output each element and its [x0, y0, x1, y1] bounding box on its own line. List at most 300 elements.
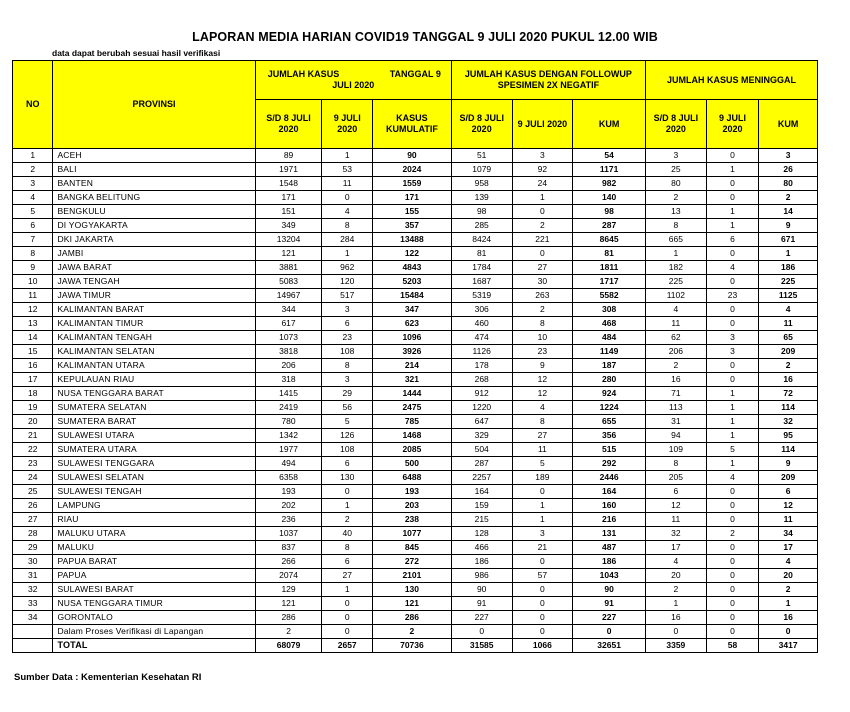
cell-kumulatif: 121	[372, 597, 451, 611]
cell-sd-followup: 128	[451, 527, 512, 541]
cell-kum-meninggal: 1	[759, 247, 818, 261]
cell-no: 33	[13, 597, 53, 611]
cell-day-followup: 30	[512, 275, 573, 289]
cell-sd-meninggal: 4	[646, 555, 707, 569]
cell-kum-meninggal: 9	[759, 219, 818, 233]
cell-sd-meninggal: 2	[646, 583, 707, 597]
cell-kum-meninggal: 114	[759, 401, 818, 415]
cell-day-followup: 189	[512, 471, 573, 485]
cell-day-kasus: 126	[322, 429, 373, 443]
table-row	[13, 569, 818, 583]
cell-kum-meninggal: 114	[759, 443, 818, 457]
cell-day-followup: 57	[512, 569, 573, 583]
table-row	[13, 345, 818, 359]
table-row	[13, 317, 818, 331]
cell-sd-meninggal: 206	[646, 345, 707, 359]
cell-kum-followup: 1043	[573, 569, 646, 583]
cell-sd-meninggal: 182	[646, 261, 707, 275]
cell-sd-followup: 51	[451, 149, 512, 163]
cell-no: 16	[13, 359, 53, 373]
cell-provinsi: SULAWESI TENGGARA	[53, 457, 255, 471]
table-row	[13, 415, 818, 429]
cell-kum-meninggal: 32	[759, 415, 818, 429]
table-row	[13, 485, 818, 499]
cell-sd-kasus: 3818	[255, 345, 322, 359]
cell-kum-followup: 1224	[573, 401, 646, 415]
cell-sd-followup: 178	[451, 359, 512, 373]
cell-kumulatif: 238	[372, 513, 451, 527]
cell-provinsi: GORONTALO	[53, 611, 255, 625]
cell-no: 14	[13, 331, 53, 345]
cell-sd-meninggal: 2	[646, 359, 707, 373]
header-no: NO	[13, 61, 53, 149]
cell-kum-meninggal: 186	[759, 261, 818, 275]
cell-kum-followup: 287	[573, 219, 646, 233]
cell-day-followup: 21	[512, 541, 573, 555]
cell-kum-meninggal: 0	[759, 625, 818, 639]
cell-no: 20	[13, 415, 53, 429]
cell-kum-followup: 187	[573, 359, 646, 373]
cell-kumulatif: 2	[372, 625, 451, 639]
cell-sd-followup: 287	[451, 457, 512, 471]
cell-day-kasus: 962	[322, 261, 373, 275]
cell-sd-meninggal: 6	[646, 485, 707, 499]
cell-provinsi: JAWA TIMUR	[53, 289, 255, 303]
cell-sd-followup: 460	[451, 317, 512, 331]
cell-provinsi: BANTEN	[53, 177, 255, 191]
cell-kum-followup: 54	[573, 149, 646, 163]
cell-day-meninggal: 1	[706, 429, 759, 443]
cell-day-kasus: 1	[322, 247, 373, 261]
cell-day-meninggal: 0	[706, 317, 759, 331]
cell-kum-meninggal: 11	[759, 317, 818, 331]
cell-sd-kasus: 202	[255, 499, 322, 513]
table-row	[13, 471, 818, 485]
cell-day-meninggal: 0	[706, 625, 759, 639]
cell-provinsi: SULAWESI TENGAH	[53, 485, 255, 499]
cell-no: 25	[13, 485, 53, 499]
header-kum-followup: KUM	[573, 100, 646, 149]
cell-kum-followup: 280	[573, 373, 646, 387]
cell-day-meninggal: 0	[706, 149, 759, 163]
cell-sd-meninggal: 3359	[646, 639, 707, 653]
cell-day-kasus: 1	[322, 149, 373, 163]
cell-no: 7	[13, 233, 53, 247]
cell-no: 21	[13, 429, 53, 443]
cell-kum-followup: 160	[573, 499, 646, 513]
cell-provinsi: JAWA TENGAH	[53, 275, 255, 289]
cell-day-followup: 263	[512, 289, 573, 303]
cell-kum-meninggal: 34	[759, 527, 818, 541]
header-followup-negatif: JUMLAH KASUS DENGAN FOLLOWUP SPESIMEN 2X NEGATIF	[451, 61, 645, 100]
cell-kumulatif: 500	[372, 457, 451, 471]
cell-day-kasus: 120	[322, 275, 373, 289]
cell-no: 4	[13, 191, 53, 205]
cell-day-kasus: 29	[322, 387, 373, 401]
cell-sd-meninggal: 8	[646, 219, 707, 233]
table-row	[13, 205, 818, 219]
header-provinsi: PROVINSI	[53, 61, 255, 149]
cell-sd-kasus: 1342	[255, 429, 322, 443]
cell-no: 23	[13, 457, 53, 471]
table-row	[13, 387, 818, 401]
cell-provinsi: SULAWESI SELATAN	[53, 471, 255, 485]
cell-sd-meninggal: 94	[646, 429, 707, 443]
cell-day-kasus: 0	[322, 597, 373, 611]
table-row	[13, 303, 818, 317]
cell-kum-meninggal: 4	[759, 303, 818, 317]
cell-day-meninggal: 1	[706, 415, 759, 429]
cell-no: 6	[13, 219, 53, 233]
table-row	[13, 289, 818, 303]
cell-day-followup: 12	[512, 387, 573, 401]
cell-day-meninggal: 58	[706, 639, 759, 653]
table-row	[13, 513, 818, 527]
table-row	[13, 177, 818, 191]
cell-day-followup: 27	[512, 429, 573, 443]
cell-day-meninggal: 4	[706, 471, 759, 485]
cell-day-kasus: 0	[322, 485, 373, 499]
cell-kumulatif: 1559	[372, 177, 451, 191]
cell-provinsi: SUMATERA SELATAN	[53, 401, 255, 415]
cell-kum-followup: 655	[573, 415, 646, 429]
cell-sd-meninggal: 31	[646, 415, 707, 429]
table-row	[13, 611, 818, 625]
cell-kumulatif: 70736	[372, 639, 451, 653]
cell-day-kasus: 8	[322, 359, 373, 373]
cell-no: 15	[13, 345, 53, 359]
cell-sd-kasus: 89	[255, 149, 322, 163]
cell-day-followup: 1	[512, 191, 573, 205]
table-row	[13, 429, 818, 443]
cell-day-kasus: 53	[322, 163, 373, 177]
header-kum-meninggal: KUM	[759, 100, 818, 149]
cell-provinsi: KALIMANTAN TIMUR	[53, 317, 255, 331]
cell-sd-followup: 466	[451, 541, 512, 555]
cell-sd-followup: 958	[451, 177, 512, 191]
cell-day-followup: 0	[512, 625, 573, 639]
cell-provinsi: PAPUA BARAT	[53, 555, 255, 569]
cell-kum-followup: 5582	[573, 289, 646, 303]
cell-sd-followup: 1220	[451, 401, 512, 415]
cell-no: 27	[13, 513, 53, 527]
cell-kum-followup: 186	[573, 555, 646, 569]
cell-sd-followup: 139	[451, 191, 512, 205]
cell-sd-meninggal: 4	[646, 303, 707, 317]
cell-day-followup: 2	[512, 219, 573, 233]
cell-kum-meninggal: 11	[759, 513, 818, 527]
cell-provinsi: BANGKA BELITUNG	[53, 191, 255, 205]
cell-day-kasus: 4	[322, 205, 373, 219]
cell-no: 32	[13, 583, 53, 597]
cell-day-kasus: 130	[322, 471, 373, 485]
header-sd-kasus: S/D 8 JULI 2020	[255, 100, 322, 149]
total-row	[13, 639, 818, 653]
cell-sd-followup: 31585	[451, 639, 512, 653]
cell-kum-followup: 90	[573, 583, 646, 597]
cell-day-followup: 0	[512, 205, 573, 219]
cell-no: 28	[13, 527, 53, 541]
cell-day-meninggal: 0	[706, 247, 759, 261]
cell-sd-followup: 268	[451, 373, 512, 387]
cell-kum-followup: 515	[573, 443, 646, 457]
table-row	[13, 191, 818, 205]
cell-day-kasus: 2	[322, 513, 373, 527]
cell-no: 11	[13, 289, 53, 303]
cell-day-kasus: 1	[322, 583, 373, 597]
cell-sd-followup: 5319	[451, 289, 512, 303]
table-row	[13, 555, 818, 569]
cell-kum-followup: 484	[573, 331, 646, 345]
cell-day-meninggal: 0	[706, 359, 759, 373]
cell-provinsi: KALIMANTAN BARAT	[53, 303, 255, 317]
cell-kum-followup: 8645	[573, 233, 646, 247]
table-row	[13, 499, 818, 513]
cell-kum-followup: 487	[573, 541, 646, 555]
cell-kum-meninggal: 12	[759, 499, 818, 513]
cell-kumulatif: 193	[372, 485, 451, 499]
cell-day-followup: 0	[512, 583, 573, 597]
cell-kum-meninggal: 16	[759, 611, 818, 625]
cell-no: 22	[13, 443, 53, 457]
cell-sd-followup: 159	[451, 499, 512, 513]
cell-sd-followup: 8424	[451, 233, 512, 247]
cell-day-kasus: 5	[322, 415, 373, 429]
cell-kumulatif: 171	[372, 191, 451, 205]
cell-kum-meninggal: 3417	[759, 639, 818, 653]
cell-kumulatif: 4843	[372, 261, 451, 275]
cell-kumulatif: 347	[372, 303, 451, 317]
cell-sd-meninggal: 13	[646, 205, 707, 219]
cell-sd-meninggal: 109	[646, 443, 707, 457]
cell-sd-followup: 98	[451, 205, 512, 219]
cell-kum-meninggal: 225	[759, 275, 818, 289]
cell-sd-meninggal: 17	[646, 541, 707, 555]
table-row	[13, 261, 818, 275]
header-sd-followup: S/D 8 JULI 2020	[451, 100, 512, 149]
cell-kum-meninggal: 2	[759, 191, 818, 205]
cell-day-meninggal: 5	[706, 443, 759, 457]
cell-kum-followup: 982	[573, 177, 646, 191]
cell-sd-kasus: 13204	[255, 233, 322, 247]
cell-day-meninggal: 0	[706, 555, 759, 569]
cell-day-meninggal: 3	[706, 331, 759, 345]
cell-kumulatif: 357	[372, 219, 451, 233]
cell-day-kasus: 3	[322, 373, 373, 387]
cell-day-followup: 0	[512, 247, 573, 261]
cell-kumulatif: 1077	[372, 527, 451, 541]
cell-kumulatif: 130	[372, 583, 451, 597]
cell-sd-meninggal: 8	[646, 457, 707, 471]
cell-kumulatif: 155	[372, 205, 451, 219]
cell-sd-followup: 215	[451, 513, 512, 527]
cell-sd-kasus: 121	[255, 247, 322, 261]
cell-day-followup: 2	[512, 303, 573, 317]
cell-day-meninggal: 0	[706, 597, 759, 611]
cell-day-followup: 3	[512, 149, 573, 163]
cell-sd-meninggal: 32	[646, 527, 707, 541]
cell-provinsi: NUSA TENGGARA BARAT	[53, 387, 255, 401]
cell-kum-followup: 1149	[573, 345, 646, 359]
cell-day-meninggal: 0	[706, 583, 759, 597]
cell-sd-followup: 986	[451, 569, 512, 583]
cell-sd-kasus: 1548	[255, 177, 322, 191]
cell-day-followup: 0	[512, 485, 573, 499]
cell-sd-kasus: 318	[255, 373, 322, 387]
cell-day-meninggal: 1	[706, 457, 759, 471]
cell-kum-meninggal: 6	[759, 485, 818, 499]
cell-day-kasus: 27	[322, 569, 373, 583]
cell-sd-followup: 2257	[451, 471, 512, 485]
cell-day-meninggal: 0	[706, 177, 759, 191]
cell-sd-meninggal: 1102	[646, 289, 707, 303]
cell-kum-followup: 0	[573, 625, 646, 639]
header-day-followup: 9 JULI 2020	[512, 100, 573, 149]
cell-provinsi: KALIMANTAN TENGAH	[53, 331, 255, 345]
cell-kumulatif: 2085	[372, 443, 451, 457]
cell-provinsi: PAPUA	[53, 569, 255, 583]
cell-day-followup: 5	[512, 457, 573, 471]
cell-provinsi: SUMATERA UTARA	[53, 443, 255, 457]
cell-sd-kasus: 344	[255, 303, 322, 317]
cell-sd-kasus: 1415	[255, 387, 322, 401]
cell-day-kasus: 3	[322, 303, 373, 317]
cell-provinsi: KALIMANTAN SELATAN	[53, 345, 255, 359]
cell-day-followup: 0	[512, 611, 573, 625]
cell-sd-followup: 285	[451, 219, 512, 233]
cell-no: 13	[13, 317, 53, 331]
source-note: Sumber Data : Kementerian Kesehatan RI	[14, 672, 202, 683]
cell-no: 30	[13, 555, 53, 569]
cell-kumulatif: 2101	[372, 569, 451, 583]
cell-day-meninggal: 23	[706, 289, 759, 303]
cell-no: 34	[13, 611, 53, 625]
cell-no: 29	[13, 541, 53, 555]
cell-day-meninggal: 4	[706, 261, 759, 275]
cell-sd-followup: 474	[451, 331, 512, 345]
cell-day-followup: 10	[512, 331, 573, 345]
cell-day-kasus: 6	[322, 555, 373, 569]
cell-provinsi: TOTAL	[53, 639, 255, 653]
cell-sd-kasus: 494	[255, 457, 322, 471]
cell-day-meninggal: 1	[706, 163, 759, 177]
cell-no	[13, 625, 53, 639]
cell-kumulatif: 286	[372, 611, 451, 625]
cell-provinsi: NUSA TENGGARA TIMUR	[53, 597, 255, 611]
cell-kumulatif: 122	[372, 247, 451, 261]
cell-provinsi: RIAU	[53, 513, 255, 527]
cell-no: 18	[13, 387, 53, 401]
table-body	[13, 149, 818, 653]
table-row	[13, 401, 818, 415]
header-day-kasus: 9 JULI 2020	[322, 100, 373, 149]
cell-kum-followup: 308	[573, 303, 646, 317]
cell-sd-kasus: 14967	[255, 289, 322, 303]
cell-day-meninggal: 1	[706, 401, 759, 415]
cell-sd-followup: 0	[451, 625, 512, 639]
cell-sd-kasus: 3881	[255, 261, 322, 275]
cell-sd-kasus: 1977	[255, 443, 322, 457]
cell-kum-meninggal: 209	[759, 471, 818, 485]
cell-provinsi: DKI JAKARTA	[53, 233, 255, 247]
cell-day-followup: 0	[512, 555, 573, 569]
cell-no: 10	[13, 275, 53, 289]
cell-day-kasus: 2657	[322, 639, 373, 653]
cell-sd-kasus: 171	[255, 191, 322, 205]
cell-kum-meninggal: 1	[759, 597, 818, 611]
verification-note: data dapat berubah sesuai hasil verifikasi	[52, 48, 221, 58]
cell-provinsi: BALI	[53, 163, 255, 177]
cell-sd-kasus: 266	[255, 555, 322, 569]
cell-provinsi: SUMATERA BARAT	[53, 415, 255, 429]
page-title: LAPORAN MEDIA HARIAN COVID19 TANGGAL 9 JULI 2020 PUKUL 12.00 WIB	[192, 30, 658, 44]
cell-kum-followup: 468	[573, 317, 646, 331]
cell-sd-meninggal: 16	[646, 611, 707, 625]
cell-sd-kasus: 151	[255, 205, 322, 219]
cell-kum-followup: 81	[573, 247, 646, 261]
cell-day-kasus: 284	[322, 233, 373, 247]
cell-day-meninggal: 0	[706, 611, 759, 625]
cell-kum-followup: 32651	[573, 639, 646, 653]
cell-sd-followup: 1687	[451, 275, 512, 289]
cell-kum-followup: 2446	[573, 471, 646, 485]
cell-sd-kasus: 349	[255, 219, 322, 233]
cell-sd-meninggal: 16	[646, 373, 707, 387]
cell-sd-followup: 91	[451, 597, 512, 611]
cell-sd-kasus: 193	[255, 485, 322, 499]
cell-kum-followup: 91	[573, 597, 646, 611]
cell-kumulatif: 2475	[372, 401, 451, 415]
cell-day-meninggal: 0	[706, 569, 759, 583]
cell-day-followup: 11	[512, 443, 573, 457]
cell-sd-meninggal: 25	[646, 163, 707, 177]
cell-day-followup: 1066	[512, 639, 573, 653]
cell-sd-kasus: 837	[255, 541, 322, 555]
cell-provinsi: JAMBI	[53, 247, 255, 261]
cell-kum-followup: 98	[573, 205, 646, 219]
cell-sd-meninggal: 205	[646, 471, 707, 485]
cell-kum-meninggal: 209	[759, 345, 818, 359]
cell-kum-meninggal: 20	[759, 569, 818, 583]
cell-kum-meninggal: 1125	[759, 289, 818, 303]
cell-provinsi: KEPULAUAN RIAU	[53, 373, 255, 387]
cell-sd-kasus: 68079	[255, 639, 322, 653]
cell-day-followup: 3	[512, 527, 573, 541]
cell-no: 26	[13, 499, 53, 513]
cell-no: 5	[13, 205, 53, 219]
cell-no: 3	[13, 177, 53, 191]
cell-sd-meninggal: 225	[646, 275, 707, 289]
cell-sd-followup: 306	[451, 303, 512, 317]
cell-kum-meninggal: 16	[759, 373, 818, 387]
cell-provinsi: DI YOGYAKARTA	[53, 219, 255, 233]
cell-sd-followup: 186	[451, 555, 512, 569]
table-row	[13, 597, 818, 611]
cell-sd-kasus: 236	[255, 513, 322, 527]
cell-no: 9	[13, 261, 53, 275]
cell-day-meninggal: 2	[706, 527, 759, 541]
cell-sd-meninggal: 3	[646, 149, 707, 163]
cell-day-followup: 8	[512, 317, 573, 331]
table-row	[13, 247, 818, 261]
cell-day-meninggal: 0	[706, 303, 759, 317]
cell-kum-meninggal: 65	[759, 331, 818, 345]
cell-sd-followup: 1784	[451, 261, 512, 275]
cell-kum-followup: 227	[573, 611, 646, 625]
table-row	[13, 527, 818, 541]
cell-day-followup: 8	[512, 415, 573, 429]
cell-kumulatif: 214	[372, 359, 451, 373]
